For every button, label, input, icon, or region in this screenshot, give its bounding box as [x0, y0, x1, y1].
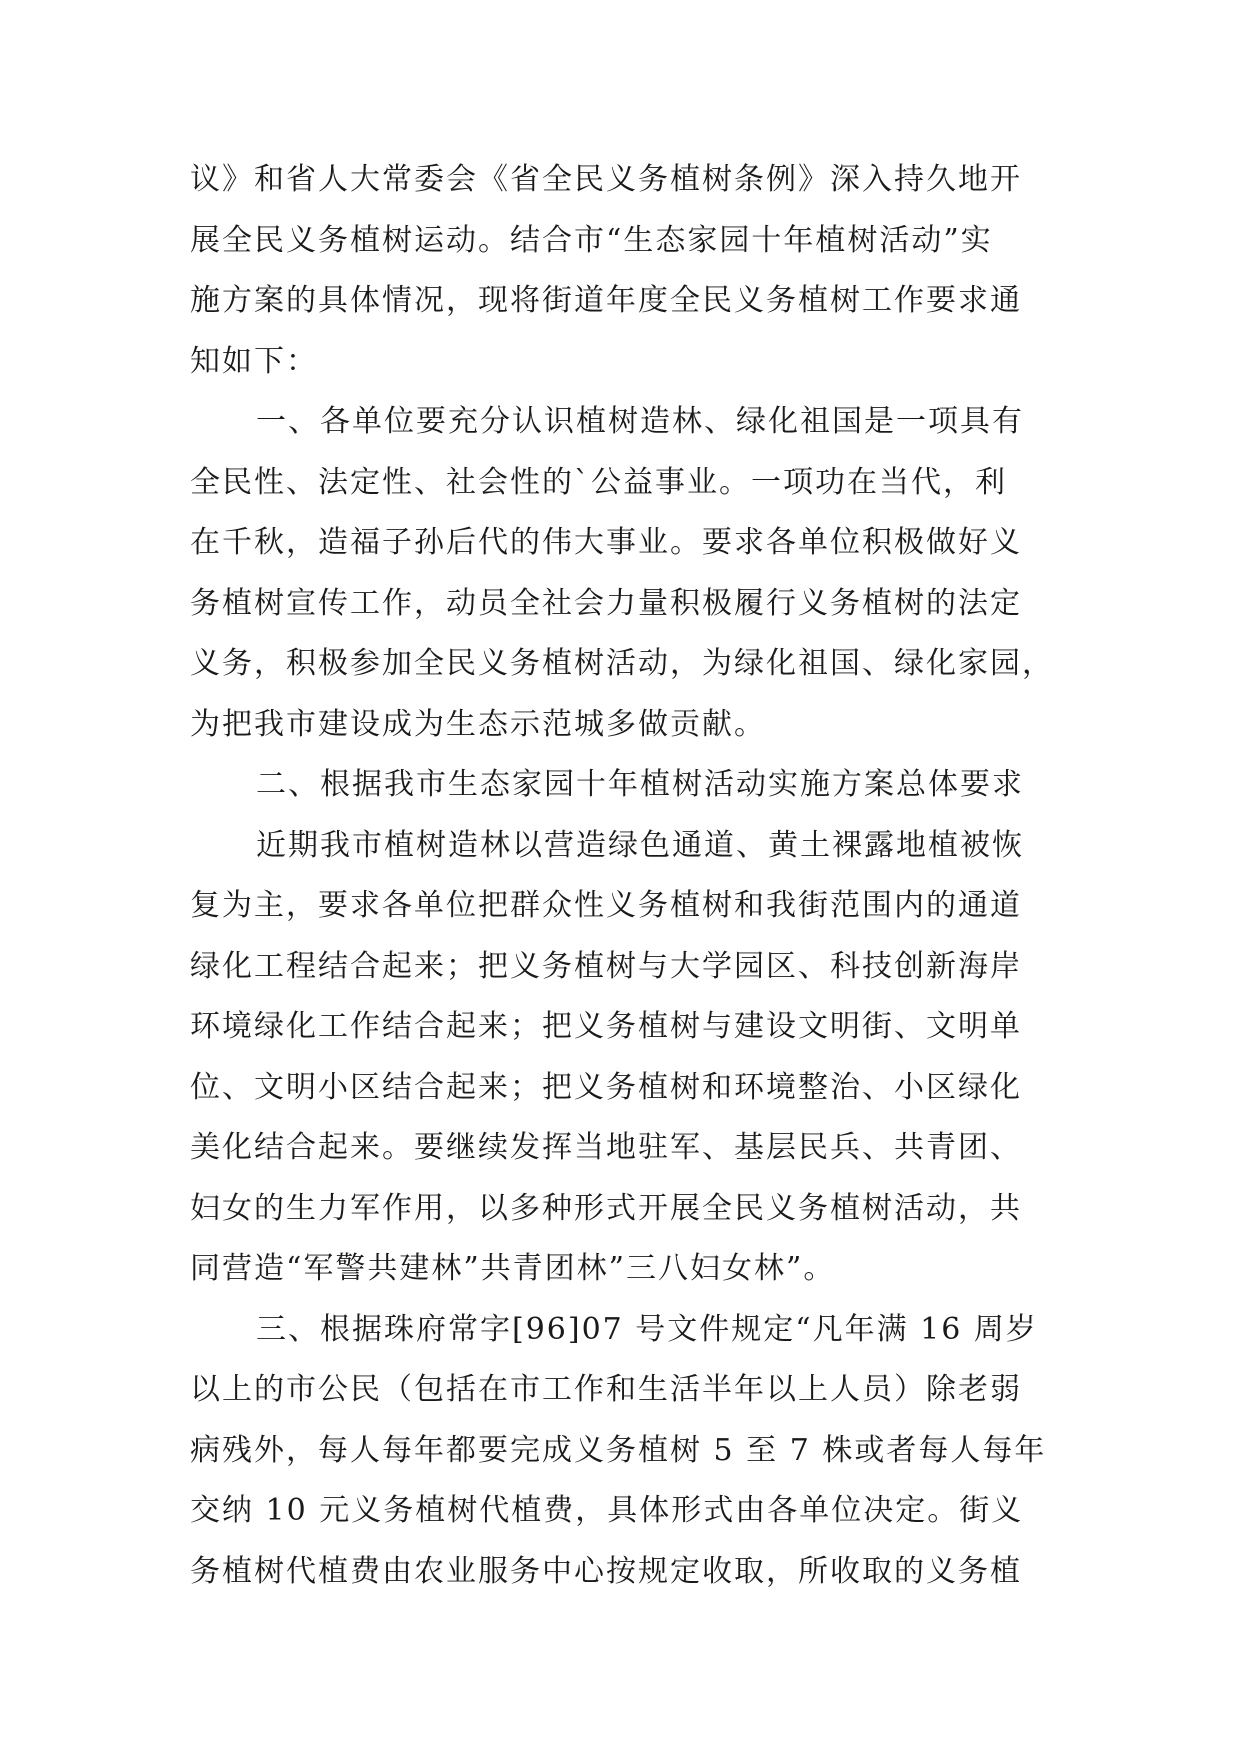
text-line: 近期我市植树造林以营造绿色通道、黄土裸露地植被恢: [256, 827, 1024, 863]
text-line: 务植树宣传工作，动员全社会力量积极履行义务植树的法定: [190, 585, 1022, 621]
text-line: 义务，积极参加全民义务植树活动，为绿化祖国、绿化家园，: [190, 646, 1054, 681]
text-line: 复为主，要求各单位把群众性义务植树和我街范围内的通道: [190, 888, 1022, 923]
text-line: 为把我市建设成为生态示范城多做贡献。: [190, 706, 766, 742]
text-line: 二、根据我市生态家园十年植树活动实施方案总体要求: [256, 767, 1024, 802]
text-line: 位、文明小区结合起来；把义务植树和环境整治、小区绿化: [190, 1069, 1022, 1105]
text-line: 一、各单位要充分认识植树造林、绿化祖国是一项具有: [256, 404, 1024, 439]
text-line: 展全民义务植树运动。结合市“生态家园十年植树活动”实: [190, 222, 993, 258]
text-line: 以上的市公民（包括在市工作和生活半年以上人员）除老弱: [190, 1372, 1022, 1407]
text-line: 绿化工程结合起来；把义务植树与大学园区、科技创新海岸: [190, 948, 1022, 984]
document-body: [190, 150, 1060, 1602]
text-line: 知如下：: [190, 343, 318, 379]
text-line: 务植树代植费由农业服务中心按规定收取，所收取的义务植: [190, 1553, 1022, 1589]
text-line: 施方案的具体情况，现将街道年度全民义务植树工作要求通: [190, 283, 1022, 318]
text-line: 全民性、法定性、社会性的`公益事业。一项功在当代，利: [190, 464, 1007, 500]
text-line: 环境绿化工作结合起来；把义务植树与建设文明街、文明单: [190, 1009, 1022, 1044]
text-line: 在千秋，造福子孙后代的伟大事业。要求各单位积极做好义: [190, 525, 1022, 560]
text-line: 议》和省人大常委会《省全民义务植树条例》深入持久地开: [190, 162, 1022, 197]
text-line: 交纳 10 元义务植树代植费，具体形式由各单位决定。街义: [190, 1493, 1024, 1528]
text-line: 三、根据珠府常字[96]07 号文件规定“凡年满 16 周岁: [256, 1311, 1038, 1347]
text-line: 同营造“军警共建林”共青团林”三八妇女林”。: [190, 1251, 836, 1286]
text-line: 美化结合起来。要继续发挥当地驻军、基层民兵、共青团、: [190, 1130, 1022, 1165]
text-line: 妇女的生力军作用，以多种形式开展全民义务植树活动，共: [190, 1190, 1022, 1226]
text-line: 病残外，每人每年都要完成义务植树 5 至 7 株或者每人每年: [190, 1432, 1047, 1468]
